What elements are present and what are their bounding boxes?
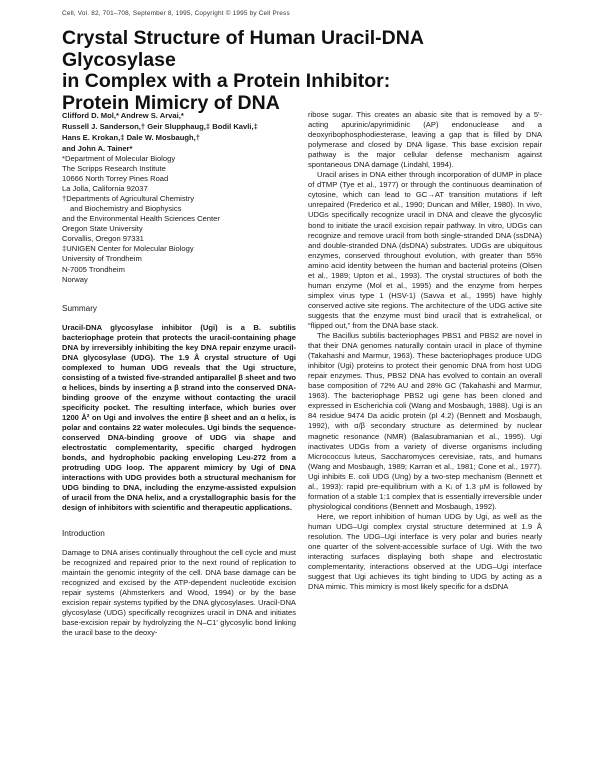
affiliations: [62, 154, 296, 285]
affiliation-line: University of Trondheim: [62, 254, 142, 264]
affiliation-line: ‡UNIGEN Center for Molecular Biology: [62, 244, 194, 254]
introduction-heading: Introduction: [62, 528, 105, 538]
summary-heading: Summary: [62, 303, 98, 313]
body-paragraph: ribose sugar. This creates an abasic site that is removed by a 5′-acting apurinic/apyrimidinic (AP) endonuclease and a deoxyribophosphodiesterase, leaving a gap that is filled by DNA polymerase and closed by DNA ligase. This base excision repair pathway is the major cellular defense mechanism against spontaneous DNA damage (Lindahl, 1994).: [308, 110, 542, 170]
affiliation-line: †Departments of Agricultural Chemistry: [62, 194, 195, 204]
body-paragraph: Here, we report inhibition of human UDG by Ugi, as well as the human UDG–Ugi complex crystal structure determined at 1.9 Å resolution. The UDG–Ugi interface is very polar and buries nearly one quarter of the solvent-accessible surface of Ugi. With the two interacting surfaces displaying both shape and electrostatic complementarity, interactions observed at the UDG–Ugi interface suggest that Ugi achieves its tight binding to UDG by acting as a DNA mimic. This mimicry is most likely specific for a dsDNA: [308, 511, 542, 592]
author-line-1: Clifford D. Mol,* Andrew S. Arvai,*: [62, 111, 184, 120]
title-line-1: Crystal Structure of Human Uracil-DNA Glycosylase: [62, 27, 424, 71]
author-line-4: and John A. Tainer*: [62, 144, 133, 153]
affiliation-line: N-7005 Trondheim: [62, 264, 125, 274]
affiliation-line: and the Environmental Health Sciences Center: [62, 214, 220, 224]
running-head: Cell, Vol. 82, 701–708, September 8, 1995, Copyright © 1995 by Cell Press: [62, 10, 290, 17]
affiliation-line: Norway: [62, 274, 88, 284]
author-line-2: Russell J. Sanderson,† Geir Slupphaug,‡ Bodil Kavli,‡: [62, 122, 258, 131]
title-line-2: in Complex with a Protein Inhibitor:: [62, 70, 391, 92]
body-paragraph: Uracil arises in DNA either through incorporation of dUMP in place of dTMP (Tye et al., 1977) or through the continuous deamination of cytosine, which can lead to GC→AT transition mutations if left unrepaired (Frederico et al., 1990; Duncan and Miller, 1980). In vivo, UDGs specifically recognize uracil in DNA and cleave the glycosylic bond to initiate the uracil excision repair pathway. In vitro, UDGs can recognize and remove uracil from both single-stranded DNA (ssDNA) and double-stranded DNA (dsDNA) substrates. UDGs are ubiquitous enzymes, conserved throughout evolution, with greater than 55% amino acid identity between the human and bacterial proteins (Olsen et al., 1989; Upton et al., 1993). The crystal structures of both the human enzyme (Mol et al., 1995) and the enzyme from herpes simplex virus type 1 (HSV-1) (Savva et al., 1995) have highly conserved active site regions. The architecture of the UDG active site suggests that the enzyme must bind uracil that is extrahelical, or “flipped out,” from the DNA base stack.: [308, 170, 542, 330]
article-title: [62, 28, 532, 114]
affiliation-line: *Department of Molecular Biology: [62, 154, 176, 163]
body-paragraph: The Bacillus subtilis bacteriophages PBS1 and PBS2 are novel in that their DNA genomes naturally contain uracil in place of thymine (Takahashi and Marmur, 1963). These bacteriophages produce UDG inhibitor (Ugi) proteins to protect their genomic DNA from host UDG repair enzymes. Thus, PBS2 DNA has evolved to contain an overall base composition of 72% AU and 28% GC (Takahashi and Marmur, 1963). The bacteriophage PBS2 ugi gene has been cloned and expressed in Escherichia coli (Wang and Mosbaugh, 1988). Ugi is an 84 residue 9474 Da acidic protein (pI 4.2) (Bennett and Mosbaugh, 1992), with α/β secondary structure as determined by nuclear magnetic resonance (NMR) (Balasubramanian et al., 1995). Ugi inactivates UDGs from a variety of diverse organisms including Micrococcus luteus, Saccharomyces cerevisiae, rats, and humans (Wang and Mosbaugh, 1989; Karran et al., 1981; Cone et al., 1977). Ugi inhibits E. coli UDG (Ung) by a two-step mechanism (Bennett et al., 1993): rapid pre-equilibrium with a Kᵢ of 1.3 µM is followed by formation of a stable 1:1 complex that is essentially irreversible under physiological conditions (Bennett and Mosbaugh, 1992).: [308, 331, 542, 511]
left-column: [62, 110, 296, 638]
summary-abstract: Uracil-DNA glycosylase inhibitor (Ugi) is a B. subtilis bacteriophage protein that protects the uracil-containing phage DNA by irreversibly inhibiting the key DNA repair enzyme uracil-DNA glycosylase (UDG). The 1.9 Å crystal structure of Ugi complexed to human UDG reveals that the Ugi structure, consisting of a twisted five-stranded antiparallel β sheet and two α helices, binds by inserting a β strand into the conserved DNA-binding groove of the enzyme without contacting the uracil specificity pocket. The resulting interface, which buries over 1200 Å² on Ugi and involves the entire β sheet and an α helix, is polar and contains 22 water molecules. Ugi binds the sequence-conserved DNA-binding groove of UDG via shape and electrostatic complementarity, specific charged hydrogen bonds, and hydrophobic packing enveloping Leu-272 from a protruding UDG loop. The apparent mimicry by Ugi of DNA interactions with UDG provides both a structural mechanism for UDG binding to DNA, including the enzyme-assisted expulsion of uracil from the DNA helix, and a crystallographic basis for the design of inhibitors with scientific and therapeutic applications.: [62, 322, 296, 513]
author-line-3: Hans E. Krokan,‡ Dale W. Mosbaugh,†: [62, 133, 200, 142]
right-column: [308, 110, 542, 592]
affiliation-line: The Scripps Research Institute: [62, 164, 166, 174]
affiliation-line: Oregon State University: [62, 224, 143, 234]
affiliation-line: and Biochemistry and Biophysics: [70, 204, 182, 214]
affiliation-line: La Jolla, California 92037: [62, 184, 148, 194]
affiliation-line: 10666 North Torrey Pines Road: [62, 174, 169, 184]
affiliation-line: Corvallis, Oregon 97331: [62, 234, 144, 244]
author-list: [62, 110, 296, 154]
title-line-3: Protein Mimicry of DNA: [62, 91, 280, 114]
intro-paragraph: Damage to DNA arises continually throughout the cell cycle and must be recognized and repaired prior to the next round of replication to maintain the genomic integrity of the cell. DNA base damage can be recognized and excised by the ATP-dependent nucleotide excision repair systems (Ahmsterkers and Wood, 1994) or by the base excision repair systems typified by the DNA glycosylases. Uracil-DNA glycosylase (UDG) specifically recognizes uracil in DNA and initiates base-excision repair by hydrolyzing the N–C1′ glycosylic bond linking the uracil base to the deoxy-: [62, 547, 296, 637]
